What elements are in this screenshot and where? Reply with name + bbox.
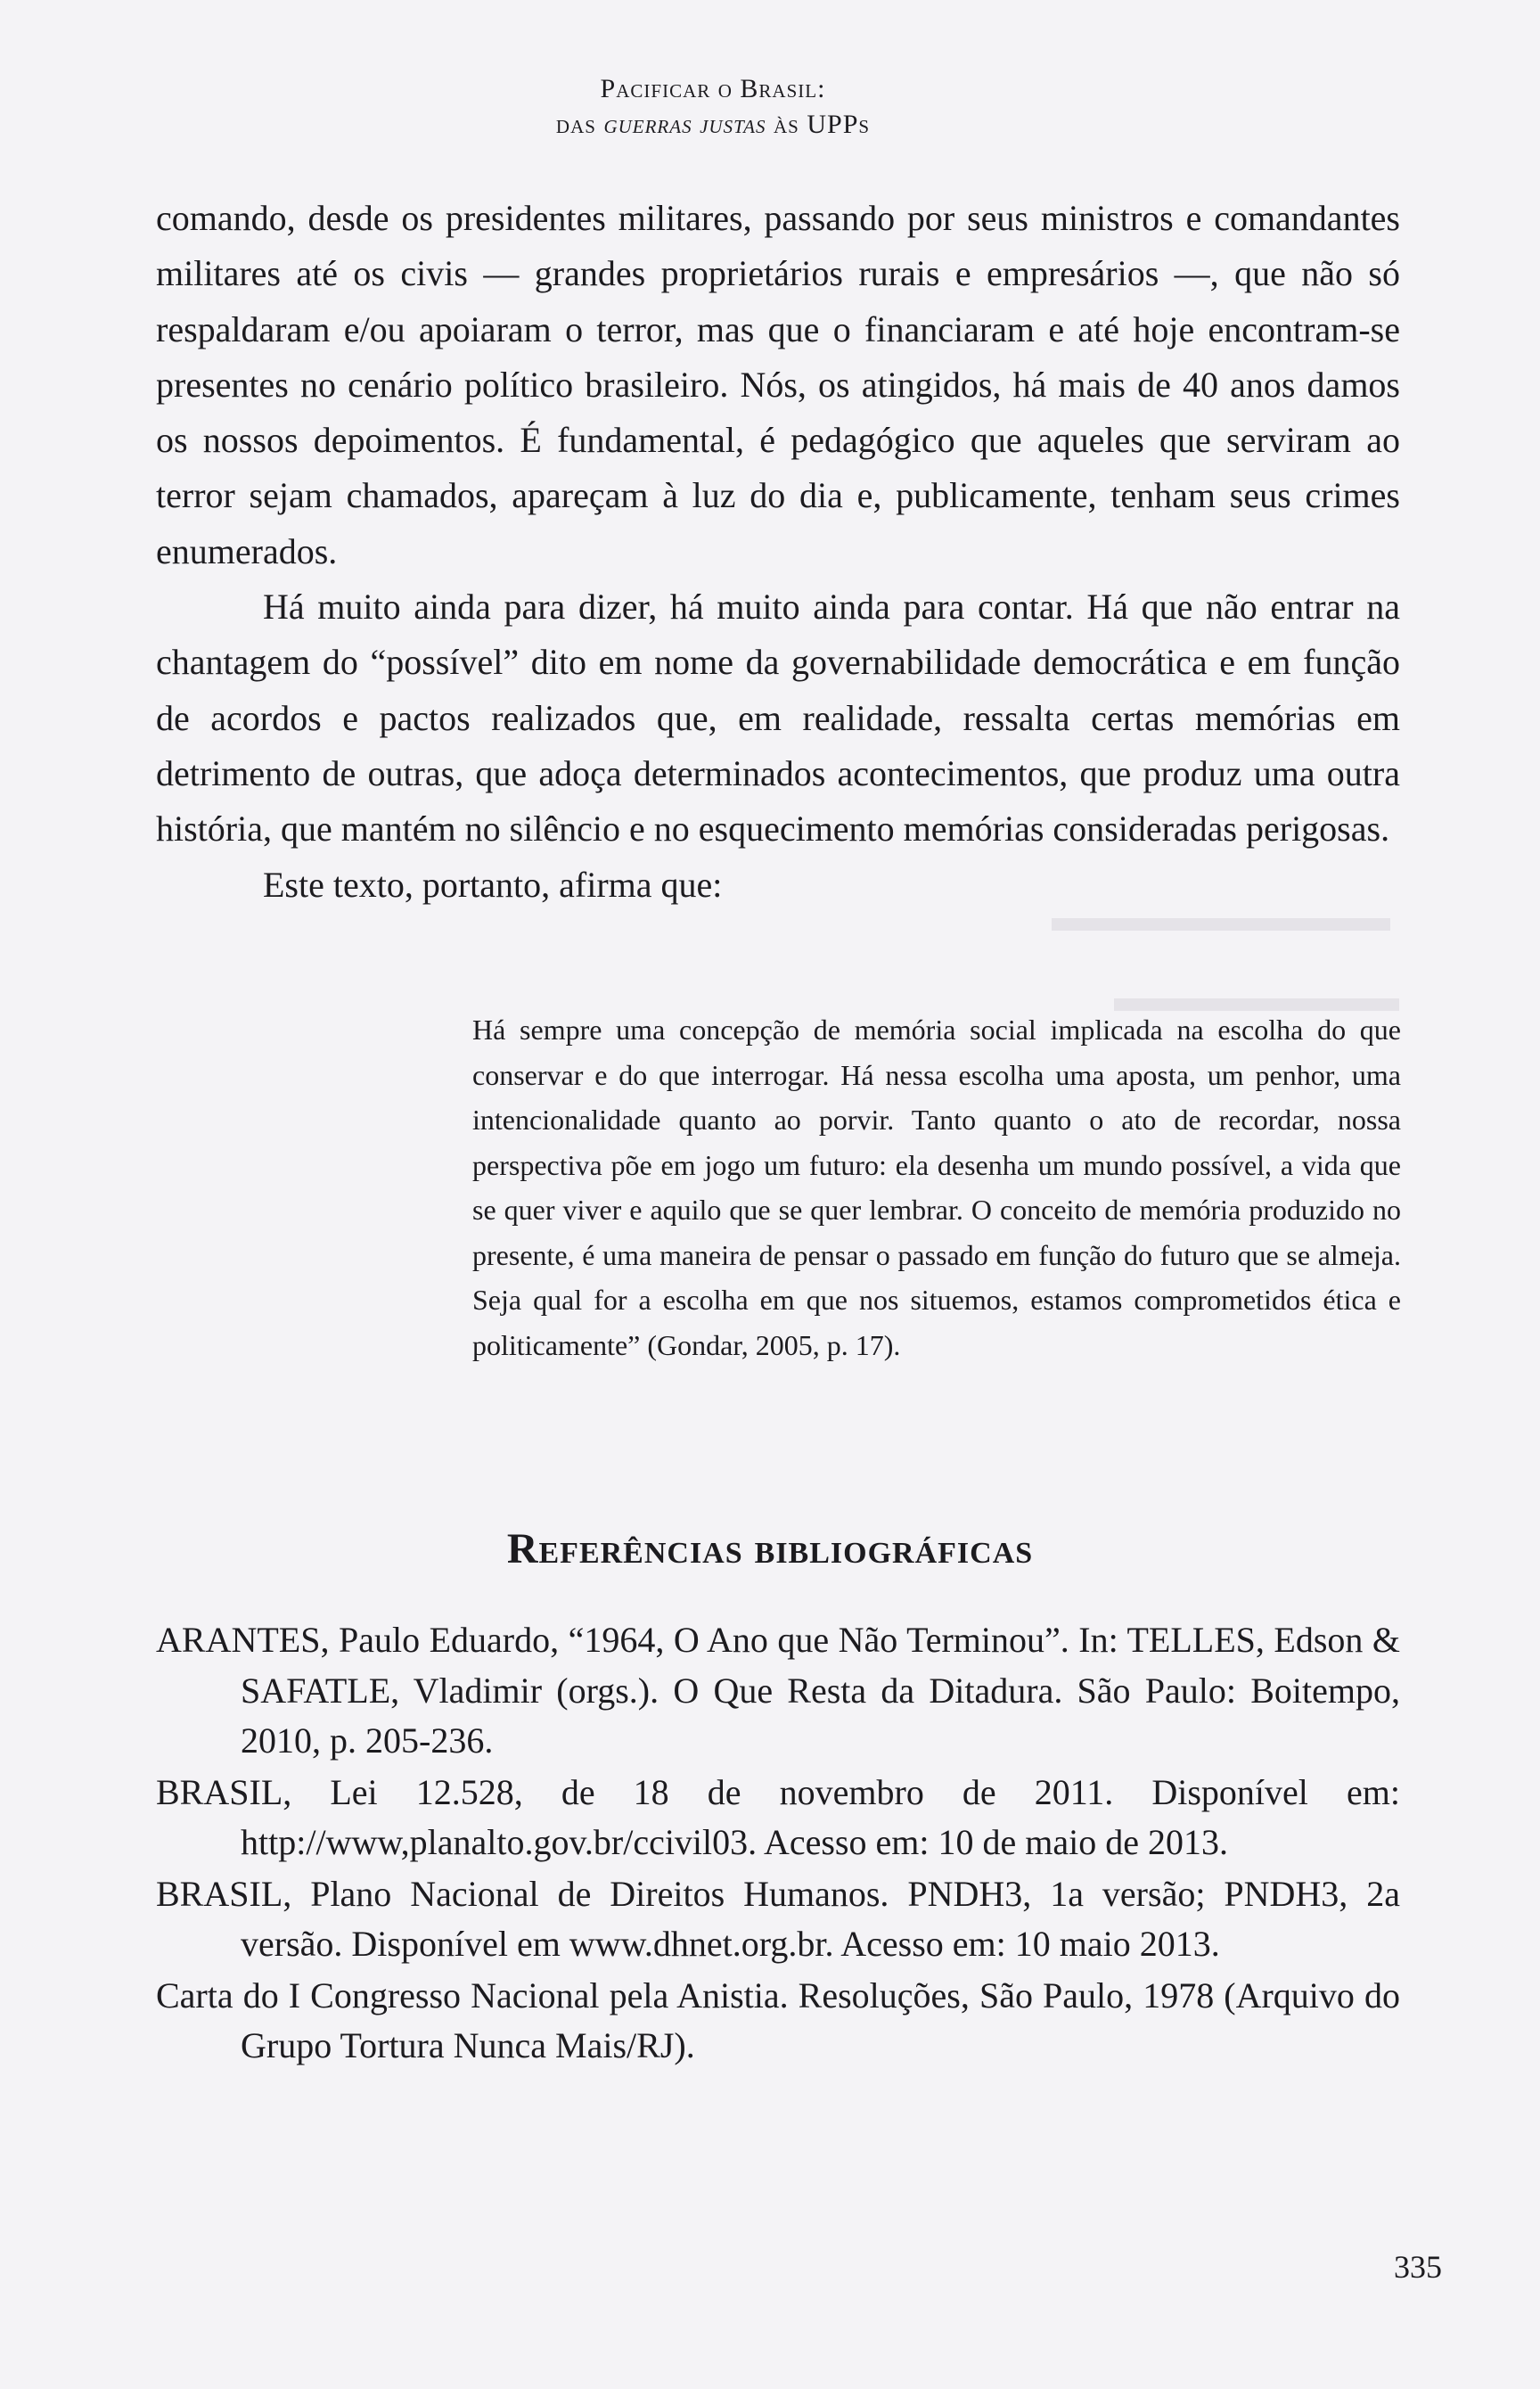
running-head — [0, 71, 1426, 143]
references-list — [156, 1615, 1400, 2073]
section-title: Referências bibliográficas — [506, 1525, 1034, 1572]
running-head-line1: Pacificar o Brasil: — [600, 74, 826, 103]
running-head-line2: das guerras justas às UPPs — [555, 110, 871, 139]
paragraph: Este texto, portanto, afirma que: — [263, 864, 723, 905]
reference-item: BRASIL, Lei 12.528, de 18 de novembro de 2011. Disponível em: http://www,planalto.gov.br/ccivil03. Acesso em: 10 de maio de 2013. — [156, 1771, 1400, 1862]
reference-item: BRASIL, Plano Nacional de Direitos Humanos. PNDH3, 1a versão; PNDH3, 2a versão. Disponível em www.dhnet.org.br. Acesso em: 10 maio 2013. — [156, 1873, 1400, 1964]
paragraph: comando, desde os presidentes militares, passando por seus ministros e comandantes militares até os civis — grandes proprietários rurais e empresários —, que não só respaldaram e/ou apoiaram o terror, mas que o financiaram e até hoje encontram-se presentes no cenário político brasileiro. Nós, os atingidos, há mais de 40 anos damos os nossos depoimentos. É fundamental, é pedagógico que aqueles que serviram ao terror sejam chamados, apareçam à luz do dia e, publicamente, tenham seus crimes enumerados. — [156, 198, 1400, 571]
page-number: 335 — [1394, 2249, 1442, 2285]
body-text — [156, 191, 1400, 913]
reference-item: Carta do I Congresso Nacional pela Anistia. Resoluções, São Paulo, 1978 (Arquivo do Grupo Tortura Nunca Mais/RJ). — [156, 1974, 1400, 2065]
block-quote: Há sempre uma concepção de memória social implicada na escolha do que conservar e do que interrogar. Há nessa escolha uma aposta, um penhor, uma intencionalidade quanto ao porvir. Tanto quanto o ato de recordar, nossa perspectiva põe em jogo um futuro: ela desenha um mundo possível, a vida que se quer viver e aquilo que se quer lembrar. O conceito de memória produzido no presente, é uma maneira de pensar o passado em função do futuro que se almeja. Seja qual for a escolha em que nos situemos, estamos comprometidos ética e politicamente” (Gondar, 2005, p. 17). — [472, 1014, 1401, 1361]
reference-item: ARANTES, Paulo Eduardo, “1964, O Ano que Não Terminou”. In: TELLES, Edson & SAFATLE, Vladimir (orgs.). O Que Resta da Ditadura. São Paulo: Boitempo, 2010, p. 205-236. — [156, 1620, 1400, 1761]
bleed-through-mark — [1052, 918, 1390, 931]
paragraph: Há muito ainda para dizer, há muito ainda para contar. Há que não entrar na chantagem do “possível” dito em nome da governabilidade democrática e em função de acordos e pactos realizados que, em realidade, ressalta certas memórias em detrimento de outras, que adoça determinados acontecimentos, que produz uma outra história, que mantém no silêncio e no esquecimento memórias consideradas perigosas. — [156, 587, 1400, 850]
